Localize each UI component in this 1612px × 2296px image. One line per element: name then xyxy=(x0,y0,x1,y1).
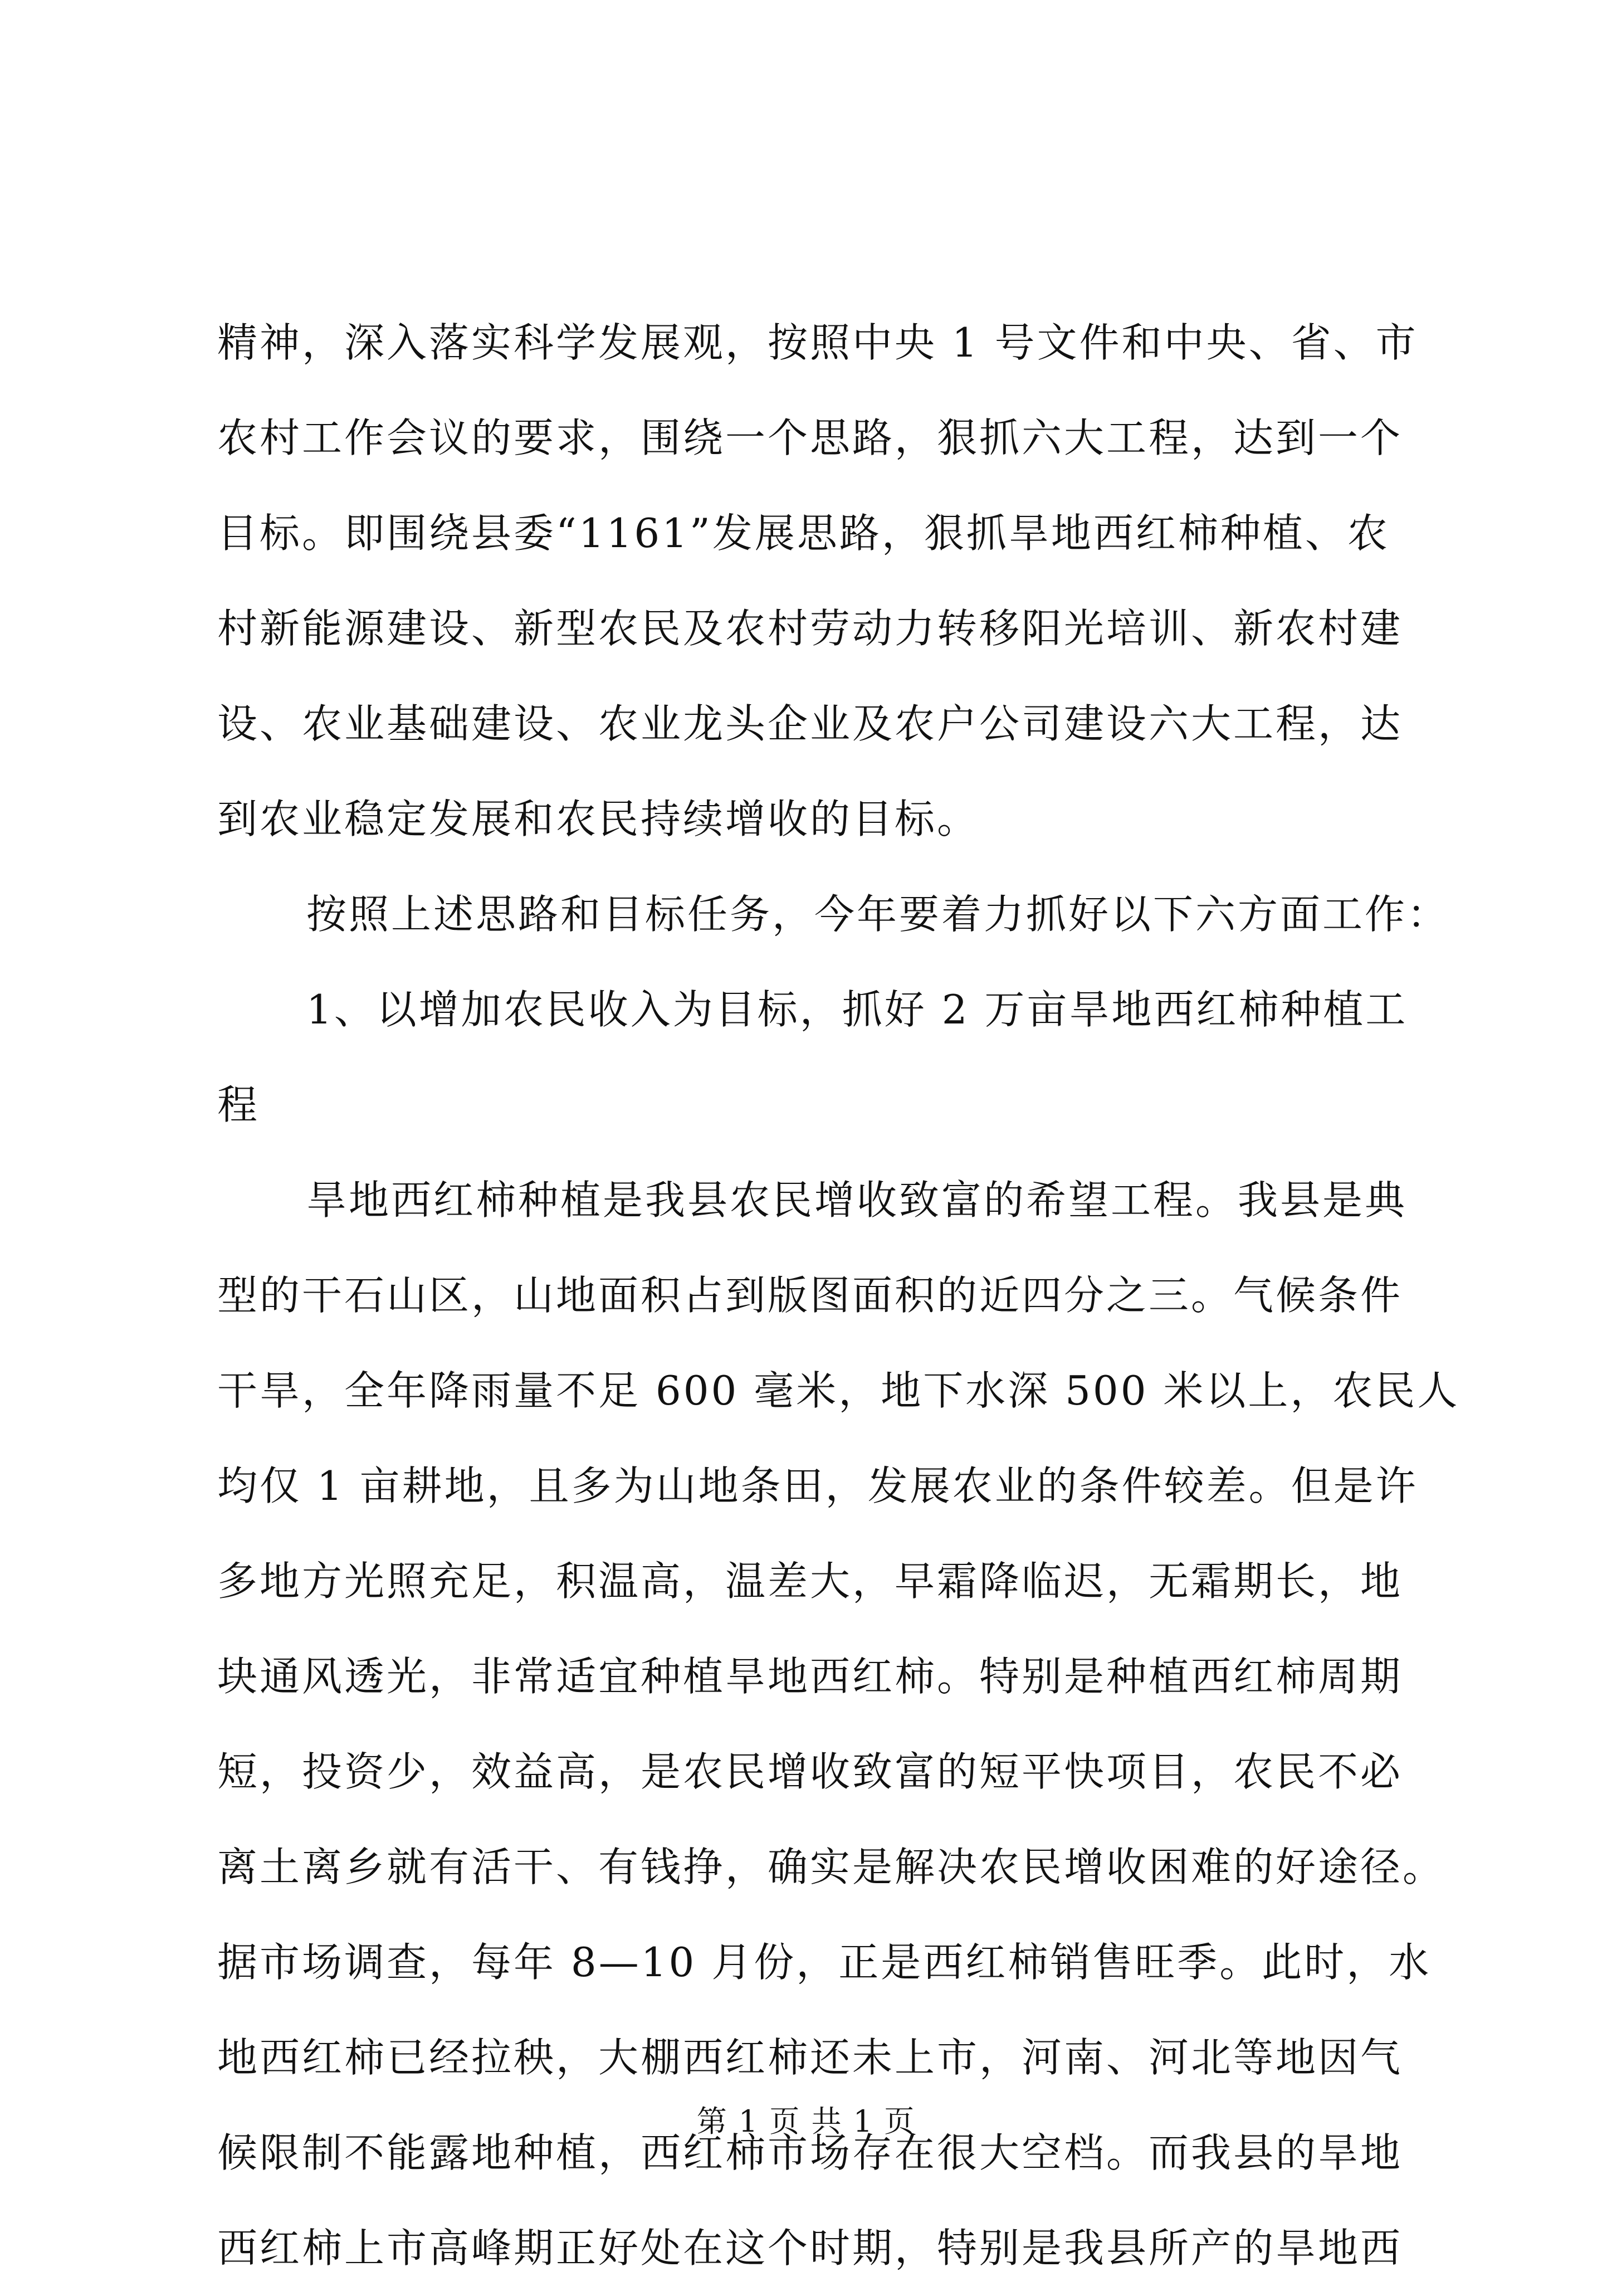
text-line-5: 设、农业基础建设、农业龙头企业及农户公司建设六大工程，达 xyxy=(217,700,1403,747)
section-heading-1: 1、以增加农民收入为目标，抓好 2 万亩旱地西红柿种植工 xyxy=(306,986,1408,1033)
text-line-19: 地西红柿已经拉秧，大棚西红柿还未上市，河南、河北等地因气 xyxy=(217,2034,1403,2081)
text-line-11: 型的干石山区，山地面积占到版图面积的近四分之三。气候条件 xyxy=(217,1272,1403,1319)
text-line-17: 离土离乡就有活干、有钱挣，确实是解决农民增收困难的好途径。 xyxy=(217,1844,1445,1890)
text-line-3: 目标。即围绕县委“1161”发展思路，狠抓旱地西红柿种植、农 xyxy=(217,510,1390,557)
section-heading-1-continuation: 程 xyxy=(217,1081,260,1128)
document-body xyxy=(217,295,1460,2296)
text-line-1: 精神，深入落实科学发展观，按照中央 1 号文件和中央、省、市 xyxy=(217,319,1418,366)
text-line-2: 农村工作会议的要求，围绕一个思路，狠抓六大工程，达到一个 xyxy=(217,415,1403,461)
text-line-16: 短，投资少，效益高，是农民增收致富的短平快项目，农民不必 xyxy=(217,1748,1403,1795)
page-number-footer: 第 1 页 共 1 页 xyxy=(696,2104,916,2139)
text-line-10: 旱地西红柿种植是我县农民增收致富的希望工程。我县是典 xyxy=(306,1177,1408,1223)
text-line-7: 按照上述思路和目标任务，今年要着力抓好以下六方面工作： xyxy=(306,891,1450,938)
text-line-4: 村新能源建设、新型农民及农村劳动力转移阳光培训、新农村建 xyxy=(217,605,1403,652)
text-line-6: 到农业稳定发展和农民持续增收的目标。 xyxy=(217,796,980,842)
text-line-12: 干旱，全年降雨量不足 600 毫米，地下水深 500 米以上，农民人 xyxy=(217,1367,1460,1414)
text-line-14: 多地方光照充足，积温高，温差大，早霜降临迟，无霜期长，地 xyxy=(217,1558,1403,1605)
text-line-18: 据市场调查，每年 8—10 月份，正是西红柿销售旺季。此时，水 xyxy=(217,1939,1432,1986)
text-line-21: 西红柿上市高峰期正好处在这个时期，特别是我县所产的旱地西 xyxy=(217,2225,1403,2271)
text-line-13: 均仅 1 亩耕地，且多为山地条田，发展农业的条件较差。但是许 xyxy=(217,1463,1418,1509)
text-line-20: 候限制不能露地种植，西红柿市场存在很大空档。而我县的旱地 xyxy=(217,2129,1403,2176)
text-line-15: 块通风透光，非常适宜种植旱地西红柿。特别是种植西红柿周期 xyxy=(217,1653,1403,1700)
